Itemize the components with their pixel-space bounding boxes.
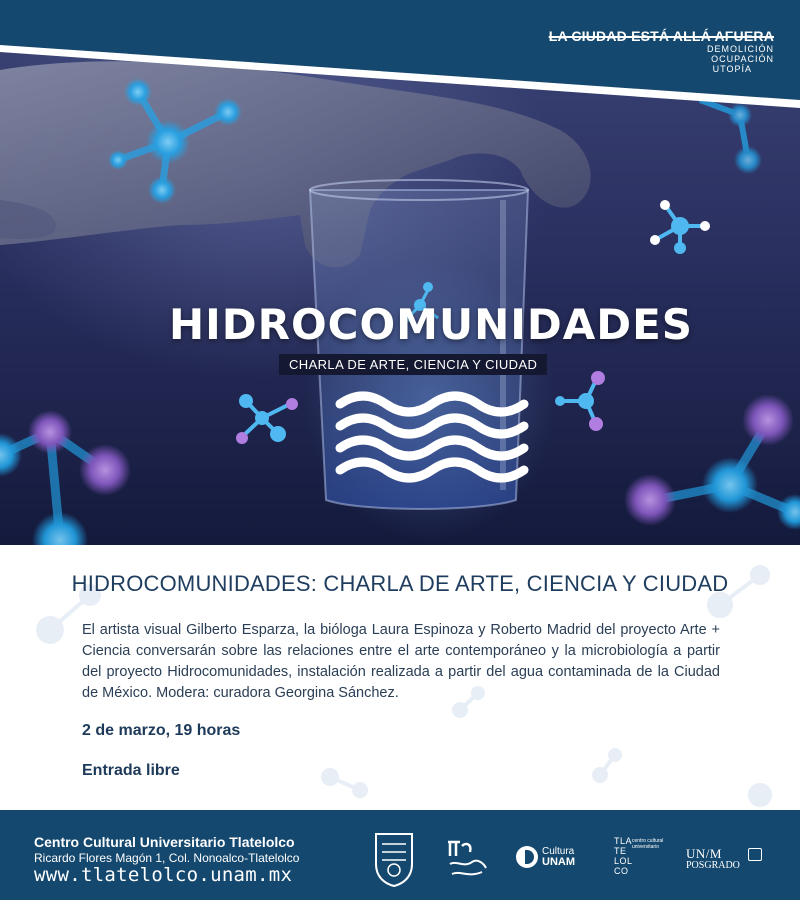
molecule-icon-left [236,394,298,444]
tlatelolco-logo: TLA TE LOL CO centro cultural universitario [614,836,674,886]
tlatelolco-caption: centro cultural universitario [632,838,664,850]
university-mosaic-logo [442,834,492,884]
molecule-icon-top-right [650,200,710,254]
unam-crest-logo [372,830,416,888]
series-line: DEMOLICIÓN [706,44,774,54]
molecule-icon-bottom-left [0,410,131,545]
molecule-icon-corner [700,100,762,174]
footer [0,810,800,900]
unam-posgrado-logo: UN/M POSGRADO [686,846,766,872]
event-title: HIDROCOMUNIDADES: CHARLA DE ARTE, CIENCIA Y CIUDAD [71,571,729,596]
venue-address: Ricardo Flores Magón 1, Col. Nonoalco-Tlatelolco [34,851,300,865]
series-title: LA CIUDAD ESTÁ ALLÁ AFUERA [548,28,774,44]
unam-label: UNAM [542,856,575,868]
molecule-icon-bottom-right [624,394,800,530]
series-line: OCUPACIÓN [711,54,774,64]
event-date: 2 de marzo, 19 horas [82,722,241,739]
hero-subtitle: CHARLA DE ARTE, CIENCIA Y CIUDAD [279,354,547,375]
cultura-unam-logo [516,842,596,872]
molecule-icon-right [555,371,605,431]
cultura-label: Cultura [542,846,575,857]
venue-url-link[interactable]: www.tlatelolco.unam.mx [34,864,293,886]
venue-name: Centro Cultural Universitario Tlatelolco [34,834,295,850]
series-logo [549,28,774,74]
event-description: El artista visual Gilberto Esparza, la bióloga Laura Espinoza y Roberto Madrid del proyecto Arte + Ciencia conversarán sobre las relaciones entre el arte contemporáneo y la microbiología a partir del proyecto Hidrocomunidades, instalación realizada a partir del agua contaminada de la Ciudad de México. Modera: curadora Georgina Sánchez. [82,622,720,701]
posgrado-badge-icon [748,848,762,861]
event-entry: Entrada libre [82,762,180,779]
series-line: UTOPÍA [712,64,752,74]
cultura-c-icon [516,846,538,868]
hero-title: HIDROCOMUNIDADES [168,300,694,349]
